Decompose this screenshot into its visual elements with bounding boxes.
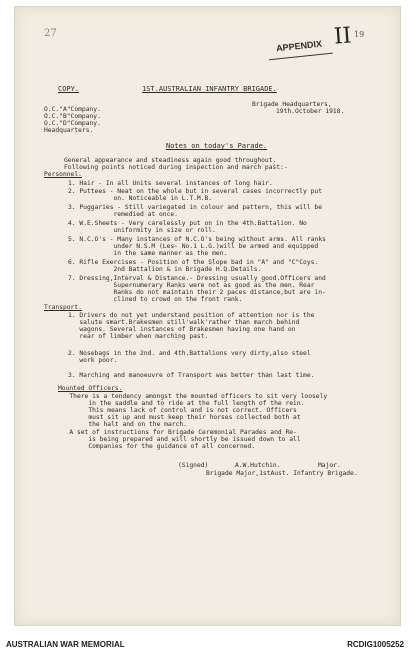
personnel-line: Supernumerary Ranks were not as good as the men. Rear	[68, 282, 315, 289]
mounted-line: There is a tendency amongst the mounted officers to sit very loosely	[58, 393, 328, 400]
personnel-line: clined to crowd on the front rank.	[68, 296, 243, 303]
personnel-line: uniformity in size or roll.	[68, 227, 216, 234]
personnel-line: 2. Puttees - Neat on the whole but in several cases incorrectly put	[68, 188, 323, 195]
hq-line: Brigade Headquarters,	[252, 101, 332, 108]
personnel-line: 6. Rifle Exercises - Position of the Slope bad in "A" and "C"Coys.	[68, 259, 319, 266]
appendix-extra: 19	[354, 30, 365, 39]
footer-archive-name: AUSTRALIAN WAR MEMORIAL	[6, 640, 125, 649]
personnel-line: on. Noticeable in L.T.M.B.	[68, 195, 213, 202]
mounted-line: A set of instructions for Brigade Ceremonial Parades and Re-	[58, 429, 297, 436]
signed-label: (Signed)	[178, 462, 209, 469]
footer-record-id: RCDIG1005252	[347, 640, 404, 649]
mounted-line: in the saddle and to ride at the full length of the rein.	[58, 400, 305, 407]
recipient: O.C."B"Company.	[44, 113, 101, 120]
page-number: 27	[44, 28, 57, 39]
transport-line: 2. Nosebags in the 2nd. and 4th.Battalions very dirty,also steel	[68, 350, 311, 357]
signer-title: Brigade Major,1stAust. Infantry Brigade.	[206, 470, 358, 477]
personnel-line: remedied at once.	[68, 211, 178, 218]
mounted-line: the halt and on the march.	[58, 421, 187, 428]
intro-line: Following points noticed during inspection and march past:-	[64, 164, 288, 171]
personnel-line: 3. Puggaries - Still variegated in colour and pattern, this will be	[68, 204, 323, 211]
mounted-heading: Mounted Officers.	[58, 385, 123, 392]
signer-rank: Major.	[318, 462, 341, 469]
transport-line: 1. Drivers do not yet understand position of attention nor is the	[68, 312, 315, 319]
transport-heading: Transport.	[44, 304, 82, 311]
date-line: 19th.October 1918.	[276, 108, 345, 115]
personnel-line: 5. N.C.O's - Many instances of N.C.O's being without arms. All ranks	[68, 236, 326, 243]
appendix-number: II	[333, 23, 353, 50]
transport-line: salute smart.Brakesmen still'walk'rather than march behind	[68, 319, 300, 326]
personnel-heading: Personnel.	[44, 171, 82, 178]
mounted-line: must sit up and must keep their horses collected both at	[58, 414, 301, 421]
intro-line: General appearance and steadiness again good throughout.	[64, 157, 277, 164]
mounted-line: Companies for the guidance of all concerned.	[58, 443, 256, 450]
personnel-line: 4. W.E.Sheets - Very carelessly put on in the 4th.Battalion. No	[68, 220, 307, 227]
recipient: O.C."A"Company.	[44, 106, 101, 113]
transport-line: rear of limber when marching past.	[68, 333, 209, 340]
transport-line: work poor.	[68, 357, 118, 364]
personnel-line: under N.S.M (Les- No.1 L.G.)will be armed and equipped	[68, 243, 319, 250]
transport-line: 3. Marching and manoeuvre of Transport was better than last time.	[68, 372, 315, 379]
mounted-line: is being prepared and will shortly be issued down to all	[58, 436, 301, 443]
brigade-title: 1ST.AUSTRALIAN INFANTRY BRIGADE.	[142, 85, 277, 93]
recipient: O.C."D"Company.	[44, 120, 101, 127]
appendix-label: APPENDIX	[275, 38, 323, 54]
signer-name: A.W.Hutchin.	[235, 462, 281, 469]
personnel-line: in the same manner as the men.	[68, 250, 228, 257]
copy-label: COPY.	[58, 85, 80, 93]
recipient: Headquarters.	[44, 127, 94, 134]
personnel-line: 2nd Battalion & in Brigade H.Q.Details.	[68, 266, 262, 273]
mounted-line: This means lack of control and is not correct. Officers	[58, 407, 297, 414]
transport-line: wagons. Several instances of Brakesmen having one hand on	[68, 326, 296, 333]
personnel-line: 7. Dressing,Interval & Distance.- Dressing usually good.Officers and	[68, 275, 326, 282]
personnel-line: Ranks do not maintain their 2 paces distance,but are in-	[68, 289, 326, 296]
notes-title: Notes on today's Parade.	[166, 142, 268, 150]
personnel-line: 1. Hair - In all Units several instances of long hair.	[68, 180, 273, 187]
